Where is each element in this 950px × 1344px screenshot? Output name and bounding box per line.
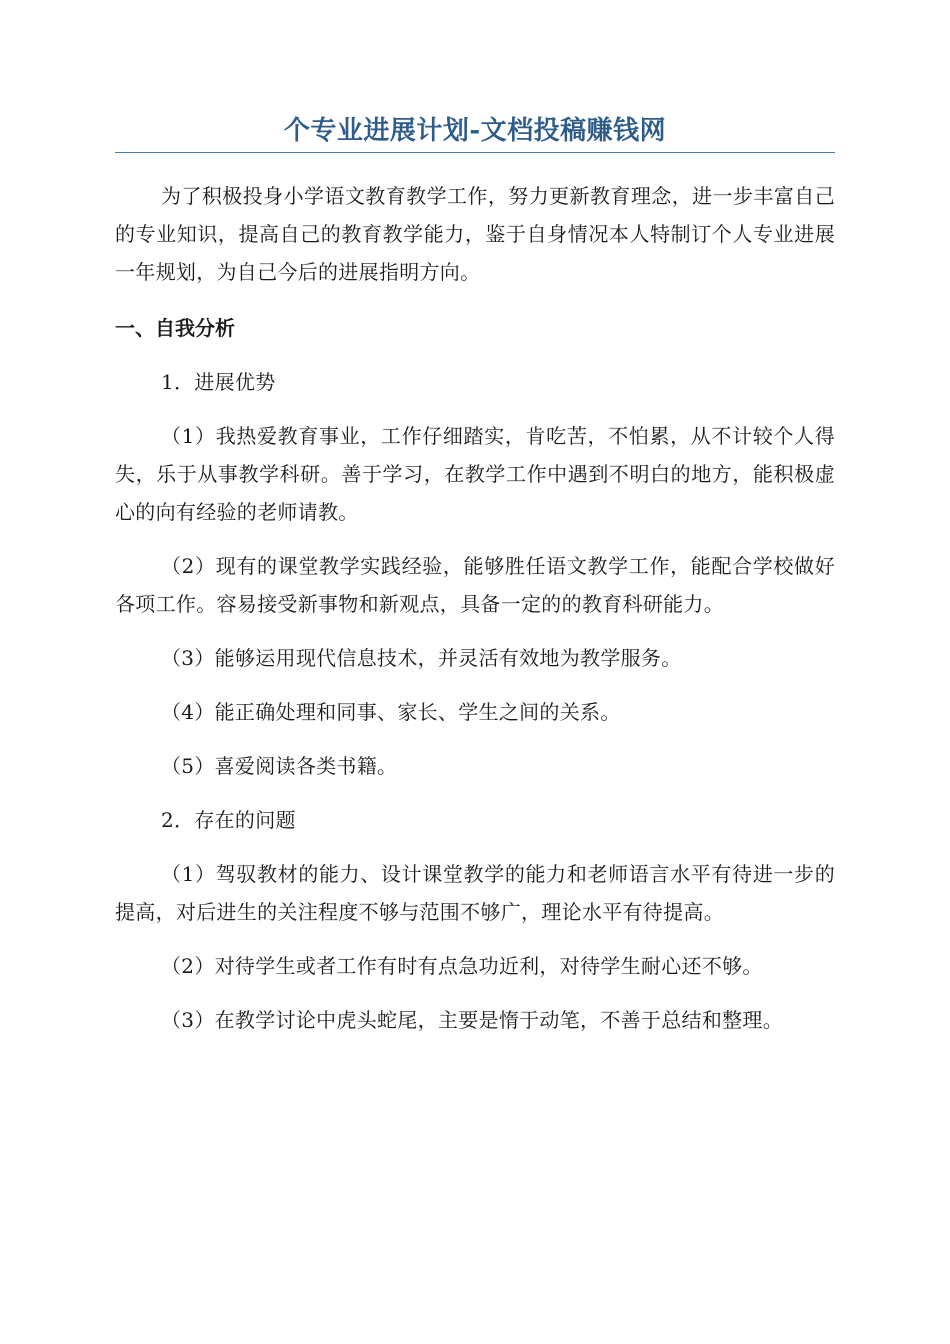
problem-item-2: （2）对待学生或者工作有时有点急功近利，对待学生耐心还不够。 [161, 954, 763, 978]
strength-item-3: （3）能够运用现代信息技术，并灵活有效地为教学服务。 [161, 646, 682, 670]
intro-paragraph: 为了积极投身小学语文教育教学工作，努力更新教育理念，进一步丰富自己的专业知识，提高自己的教育教学能力，鉴于自身情况本人特制订个人专业进展一年规划，为自己今后的进展指明方向。 [115, 184, 835, 284]
strength-item-5: （5）喜爱阅读各类书籍。 [161, 754, 398, 778]
problem-item-3: （3）在教学讨论中虎头蛇尾，主要是惰于动笔，不善于总结和整理。 [161, 1008, 784, 1032]
strength-item-1: （1）我热爱教育事业，工作仔细踏实，肯吃苦，不怕累，从不计较个人得失，乐于从事教学科研。善于学习，在教学工作中遇到不明白的地方，能积极虚心的向有经验的老师请教。 [115, 424, 835, 524]
document-title: 个专业进展计划-文档投稿赚钱网 [283, 116, 667, 146]
section-heading-self-analysis: 一、自我分析 [115, 316, 235, 340]
subheading-strengths: 1．进展优势 [161, 370, 276, 394]
strength-item-2: （2）现有的课堂教学实践经验，能够胜任语文教学工作，能配合学校做好各项工作。容易接受新事物和新观点，具备一定的的教育科研能力。 [115, 554, 835, 616]
strength-item-4: （4）能正确处理和同事、家长、学生之间的关系。 [161, 700, 621, 724]
title-underline [115, 152, 835, 153]
problem-item-1: （1）驾驭教材的能力、设计课堂教学的能力和老师语言水平有待进一步的提高，对后进生的关注程度不够与范围不够广，理论水平有待提高。 [115, 862, 835, 924]
subheading-problems: 2．存在的问题 [161, 808, 296, 832]
document-page [115, 112, 835, 1039]
